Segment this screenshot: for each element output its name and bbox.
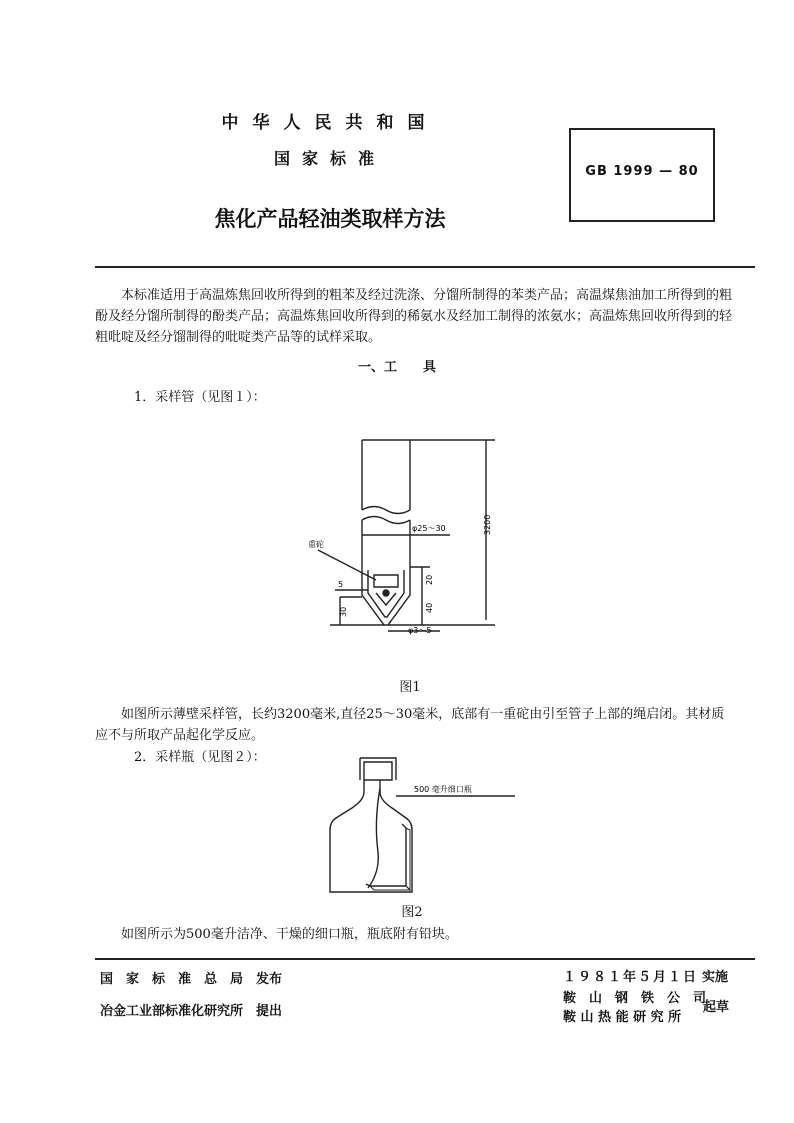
issuer: 国 家 标 准 总 局 发布: [100, 972, 283, 987]
implementation-date: １９８１年５月１日: [563, 970, 699, 985]
draft-label: 起草: [703, 1000, 730, 1015]
drafter-1: 鞍 山 钢 铁 公 司: [563, 991, 707, 1006]
figure-1-description: 如图所示薄壁采样管，长约3200毫米,直径25～30毫米，底部有一重砣由引至管子上部的绳启闭。其材质应不与所取产品起化学反应。: [95, 707, 725, 743]
standard-type: 国家标准: [273, 149, 386, 168]
fig1-label-weight: 重砣: [308, 540, 324, 549]
fig1-dim-30: 30: [339, 606, 348, 617]
footer-divider: [95, 958, 755, 960]
fig1-dim-20: 20: [425, 574, 434, 585]
fig1-dim-diameter: φ25～30: [412, 524, 446, 533]
item-sampling-tube: 1．采样管（见图１）：: [134, 390, 266, 405]
header-divider: [95, 266, 755, 268]
implement-label: 实施: [702, 970, 729, 985]
country-name: 中华人民共和国: [221, 113, 439, 133]
drafter-2: 鞍 山 热 能 研 究 所: [563, 1010, 682, 1025]
standard-code: GB 1999 — 80: [585, 164, 699, 179]
fig1-dim-5: 5: [338, 580, 344, 589]
fig1-dim-40: 40: [425, 602, 434, 613]
proposer: 冶金工业部标准化研究所 提出: [100, 1004, 283, 1019]
fig1-dim-tip: φ3～5: [408, 626, 432, 635]
document-title: 焦化产品轻油类取样方法: [214, 207, 446, 231]
figure-2-caption: 图2: [401, 905, 423, 920]
section-heading: 一、工 具: [357, 360, 436, 375]
figure-1-caption: 图1: [399, 680, 421, 695]
item-sampling-bottle: 2．采样瓶（见图２）：: [134, 750, 266, 765]
figure-1-sampling-tube: [290, 425, 510, 640]
intro-paragraph: 本标准适用于高温炼焦回收所得到的粗苯及经过洗涤、分馏所制得的苯类产品；高温煤焦油加工所得到的粗酚及经分馏所制得的酚类产品；高温炼焦回收所得到的稀氨水及经加工制得的浓氨水；高温炼焦回收所得到的轻粗吡啶及经分馏制得的吡啶类产品等的试样采取。: [95, 288, 733, 345]
figure-2-description: 如图所示为500毫升洁净、干燥的细口瓶，瓶底附有铅块。: [121, 927, 458, 942]
figure-2-sampling-bottle: [320, 752, 520, 897]
fig2-bottle-label: 500 毫升细口瓶: [414, 785, 472, 794]
fig1-dim-length: 3200: [483, 514, 492, 535]
